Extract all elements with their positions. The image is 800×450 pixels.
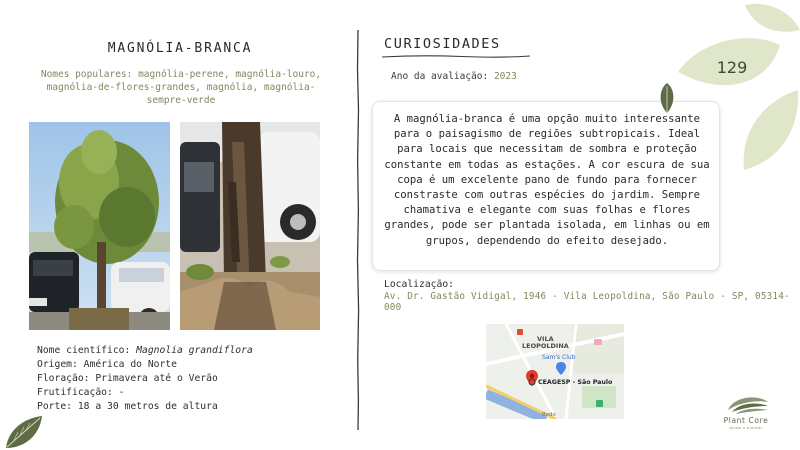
location-map[interactable]	[486, 324, 624, 419]
popular-names-line: magnólia-de-flores-grandes, magnólia, magnólia-	[46, 82, 316, 93]
page-number: 129	[716, 58, 748, 77]
map-district-line2: LEOPOLDINA	[522, 342, 569, 350]
scientific-name	[37, 344, 253, 358]
evaluation-year	[391, 71, 517, 82]
tree-photo	[29, 122, 170, 330]
location-address: Av. Dr. Gastão Vidigal, 1946 - Vila Leopoldina, São Paulo - SP, 05314-000	[384, 291, 790, 313]
title-underline	[382, 52, 530, 60]
plant-title: MAGNÓLIA-BRANCA	[107, 41, 253, 56]
scientific-name-value: Magnolia grandiflora	[136, 345, 253, 356]
leaves-decoration	[670, 0, 800, 180]
brand-tagline: ajude a plantar	[729, 425, 763, 430]
fruiting: Frutificação: -	[37, 387, 125, 398]
map-district-line1: VILA	[537, 335, 554, 343]
popular-names-line: Nomes populares: magnólia-perene, magnólia-louro,	[40, 69, 322, 80]
popular-names	[36, 68, 326, 107]
size: Porte: 18 a 30 metros de altura	[37, 401, 218, 412]
trunk-photo	[180, 122, 320, 330]
map-poi-label: CEAGESP - São Paulo	[538, 379, 613, 386]
leaf-icon	[657, 83, 677, 115]
location-label: Localização:	[384, 279, 454, 290]
scientific-name-label: Nome científico:	[37, 345, 137, 356]
curiosities-text: A magnólia-branca é uma opção muito interessante para o paisagismo de regiões subtropicais. Ideal para locais que necessitam de sombra e proteção constante em todas as estações. A cor escura de sua copa é um excelente pano de fundo para fornecer constraste com outras espécies do jardim. Sempre chamativa e elegante com suas folhas e flores grandes, pode ser plantada isolada, em linhas ou em grupos, dependendo do efeito desejado.	[384, 113, 710, 247]
origin: Origem: América do Norte	[37, 359, 177, 370]
year-label: Ano da avaliação:	[391, 71, 494, 82]
popular-names-line: sempre-verde	[146, 95, 216, 106]
leaf-icon	[4, 414, 44, 450]
brand-name: Plant Core	[723, 416, 769, 425]
specs-list	[37, 344, 253, 414]
page-divider	[354, 30, 362, 430]
map-road-label: Rodo	[542, 412, 556, 418]
curiosities-title: CURIOSIDADES	[384, 36, 501, 52]
flowering: Floração: Primavera até o Verão	[37, 373, 218, 384]
map-store-label: Sam's Club	[542, 354, 576, 361]
year-value: 2023	[493, 71, 517, 82]
